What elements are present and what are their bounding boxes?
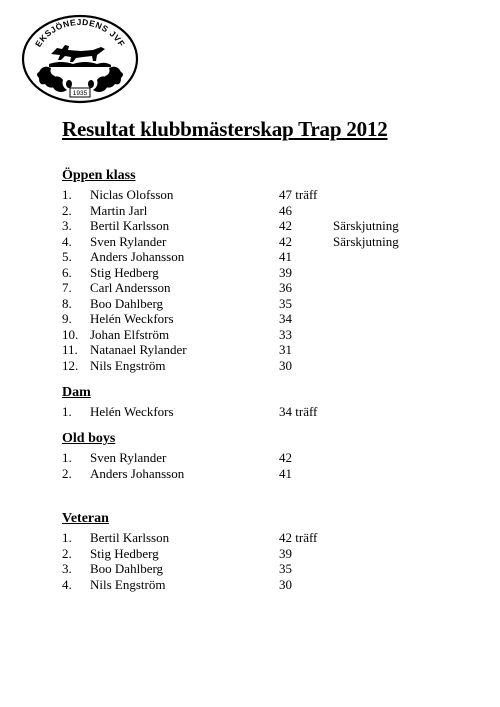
result-num: 10. <box>62 326 79 342</box>
result-name: Natanael Rylander <box>90 342 187 357</box>
result-name: Helén Weckfors <box>90 404 174 419</box>
page-title: Resultat klubbmästerskap Trap 2012 <box>62 117 388 141</box>
result-name: Stig Hedberg <box>90 545 159 561</box>
result-score: 46 <box>279 202 292 218</box>
hunting-dog-oak-leaves-emblem-icon <box>21 14 139 104</box>
result-num: 4. <box>62 576 72 592</box>
result-num: 7. <box>62 280 72 295</box>
result-name: Niclas Olofsson <box>90 187 174 202</box>
result-name: Nils Engström <box>90 357 166 373</box>
result-num: 3. <box>62 561 72 576</box>
result-score: 30 <box>279 357 292 373</box>
section-heading: Öppen klass <box>62 168 136 183</box>
result-num: 1. <box>62 187 72 202</box>
result-num: 4. <box>62 233 72 249</box>
result-score: 39 <box>279 545 292 561</box>
result-note: Särskjutning <box>333 218 399 233</box>
result-row <box>62 311 482 327</box>
result-name: Johan Elfström <box>90 326 170 342</box>
result-score: 34 <box>279 311 292 326</box>
result-score: 42 <box>279 233 292 249</box>
result-row <box>62 187 482 203</box>
result-score: 42 träff <box>279 530 318 545</box>
result-row <box>62 265 482 281</box>
section-oppen-klass <box>62 167 482 373</box>
result-num: 11. <box>62 342 78 357</box>
result-row <box>62 234 482 250</box>
club-logo <box>21 14 139 104</box>
result-score: 33 <box>279 326 292 342</box>
logo-year: 1935 <box>72 90 88 97</box>
result-num: 12. <box>62 357 79 373</box>
result-row <box>62 546 482 562</box>
result-row <box>62 327 482 343</box>
result-score: 41 <box>279 249 292 264</box>
result-name: Anders Johansson <box>90 465 185 481</box>
result-row <box>62 450 482 466</box>
result-name: Sven Rylander <box>90 233 167 249</box>
result-name: Bertil Karlsson <box>90 530 170 545</box>
result-name: Sven Rylander <box>90 450 167 465</box>
result-num: 6. <box>62 264 72 280</box>
result-num: 8. <box>62 295 72 311</box>
result-row <box>62 249 482 265</box>
result-num: 3. <box>62 218 72 233</box>
result-row <box>62 404 482 420</box>
result-row <box>62 577 482 593</box>
result-score: 34 träff <box>279 404 318 419</box>
section-old-boys <box>62 430 482 481</box>
result-name: Bertil Karlsson <box>90 218 170 233</box>
result-row <box>62 342 482 358</box>
result-score: 31 <box>279 342 292 357</box>
section-heading: Veteran <box>62 511 109 526</box>
result-num: 9. <box>62 311 72 326</box>
result-num: 2. <box>62 465 72 481</box>
result-score: 36 <box>279 280 292 295</box>
result-name: Martin Jarl <box>90 202 148 218</box>
result-score: 41 <box>279 465 292 481</box>
result-row <box>62 466 482 482</box>
result-name: Nils Engström <box>90 576 166 592</box>
result-score: 30 <box>279 576 292 592</box>
result-name: Boo Dahlberg <box>90 561 164 576</box>
result-row <box>62 203 482 219</box>
result-num: 1. <box>62 530 72 545</box>
result-row <box>62 296 482 312</box>
result-name: Helén Weckfors <box>90 311 174 326</box>
result-num: 1. <box>62 404 72 419</box>
result-row <box>62 561 482 577</box>
section-heading: Old boys <box>62 431 116 446</box>
result-score: 42 <box>279 450 292 465</box>
result-score: 47 träff <box>279 187 318 202</box>
result-name: Boo Dahlberg <box>90 295 164 311</box>
result-row <box>62 358 482 374</box>
result-score: 42 <box>279 218 292 233</box>
result-name: Carl Andersson <box>90 280 171 295</box>
section-dam <box>62 384 482 420</box>
result-row <box>62 280 482 296</box>
result-score: 35 <box>279 295 292 311</box>
result-row <box>62 218 482 234</box>
svg-text:EKSJÖNEJDENS JVF <box>33 17 127 49</box>
logo-club-name: EKSJÖNEJDENS JVF <box>32 16 128 49</box>
result-num: 5. <box>62 249 72 264</box>
result-score: 35 <box>279 561 292 576</box>
result-name: Anders Johansson <box>90 249 185 264</box>
result-name: Stig Hedberg <box>90 264 159 280</box>
result-num: 2. <box>62 545 72 561</box>
result-note: Särskjutning <box>333 233 399 249</box>
section-heading: Dam <box>62 385 91 400</box>
section-veteran <box>62 510 482 592</box>
result-row <box>62 530 482 546</box>
result-num: 2. <box>62 202 72 218</box>
result-num: 1. <box>62 450 72 465</box>
result-score: 39 <box>279 264 292 280</box>
